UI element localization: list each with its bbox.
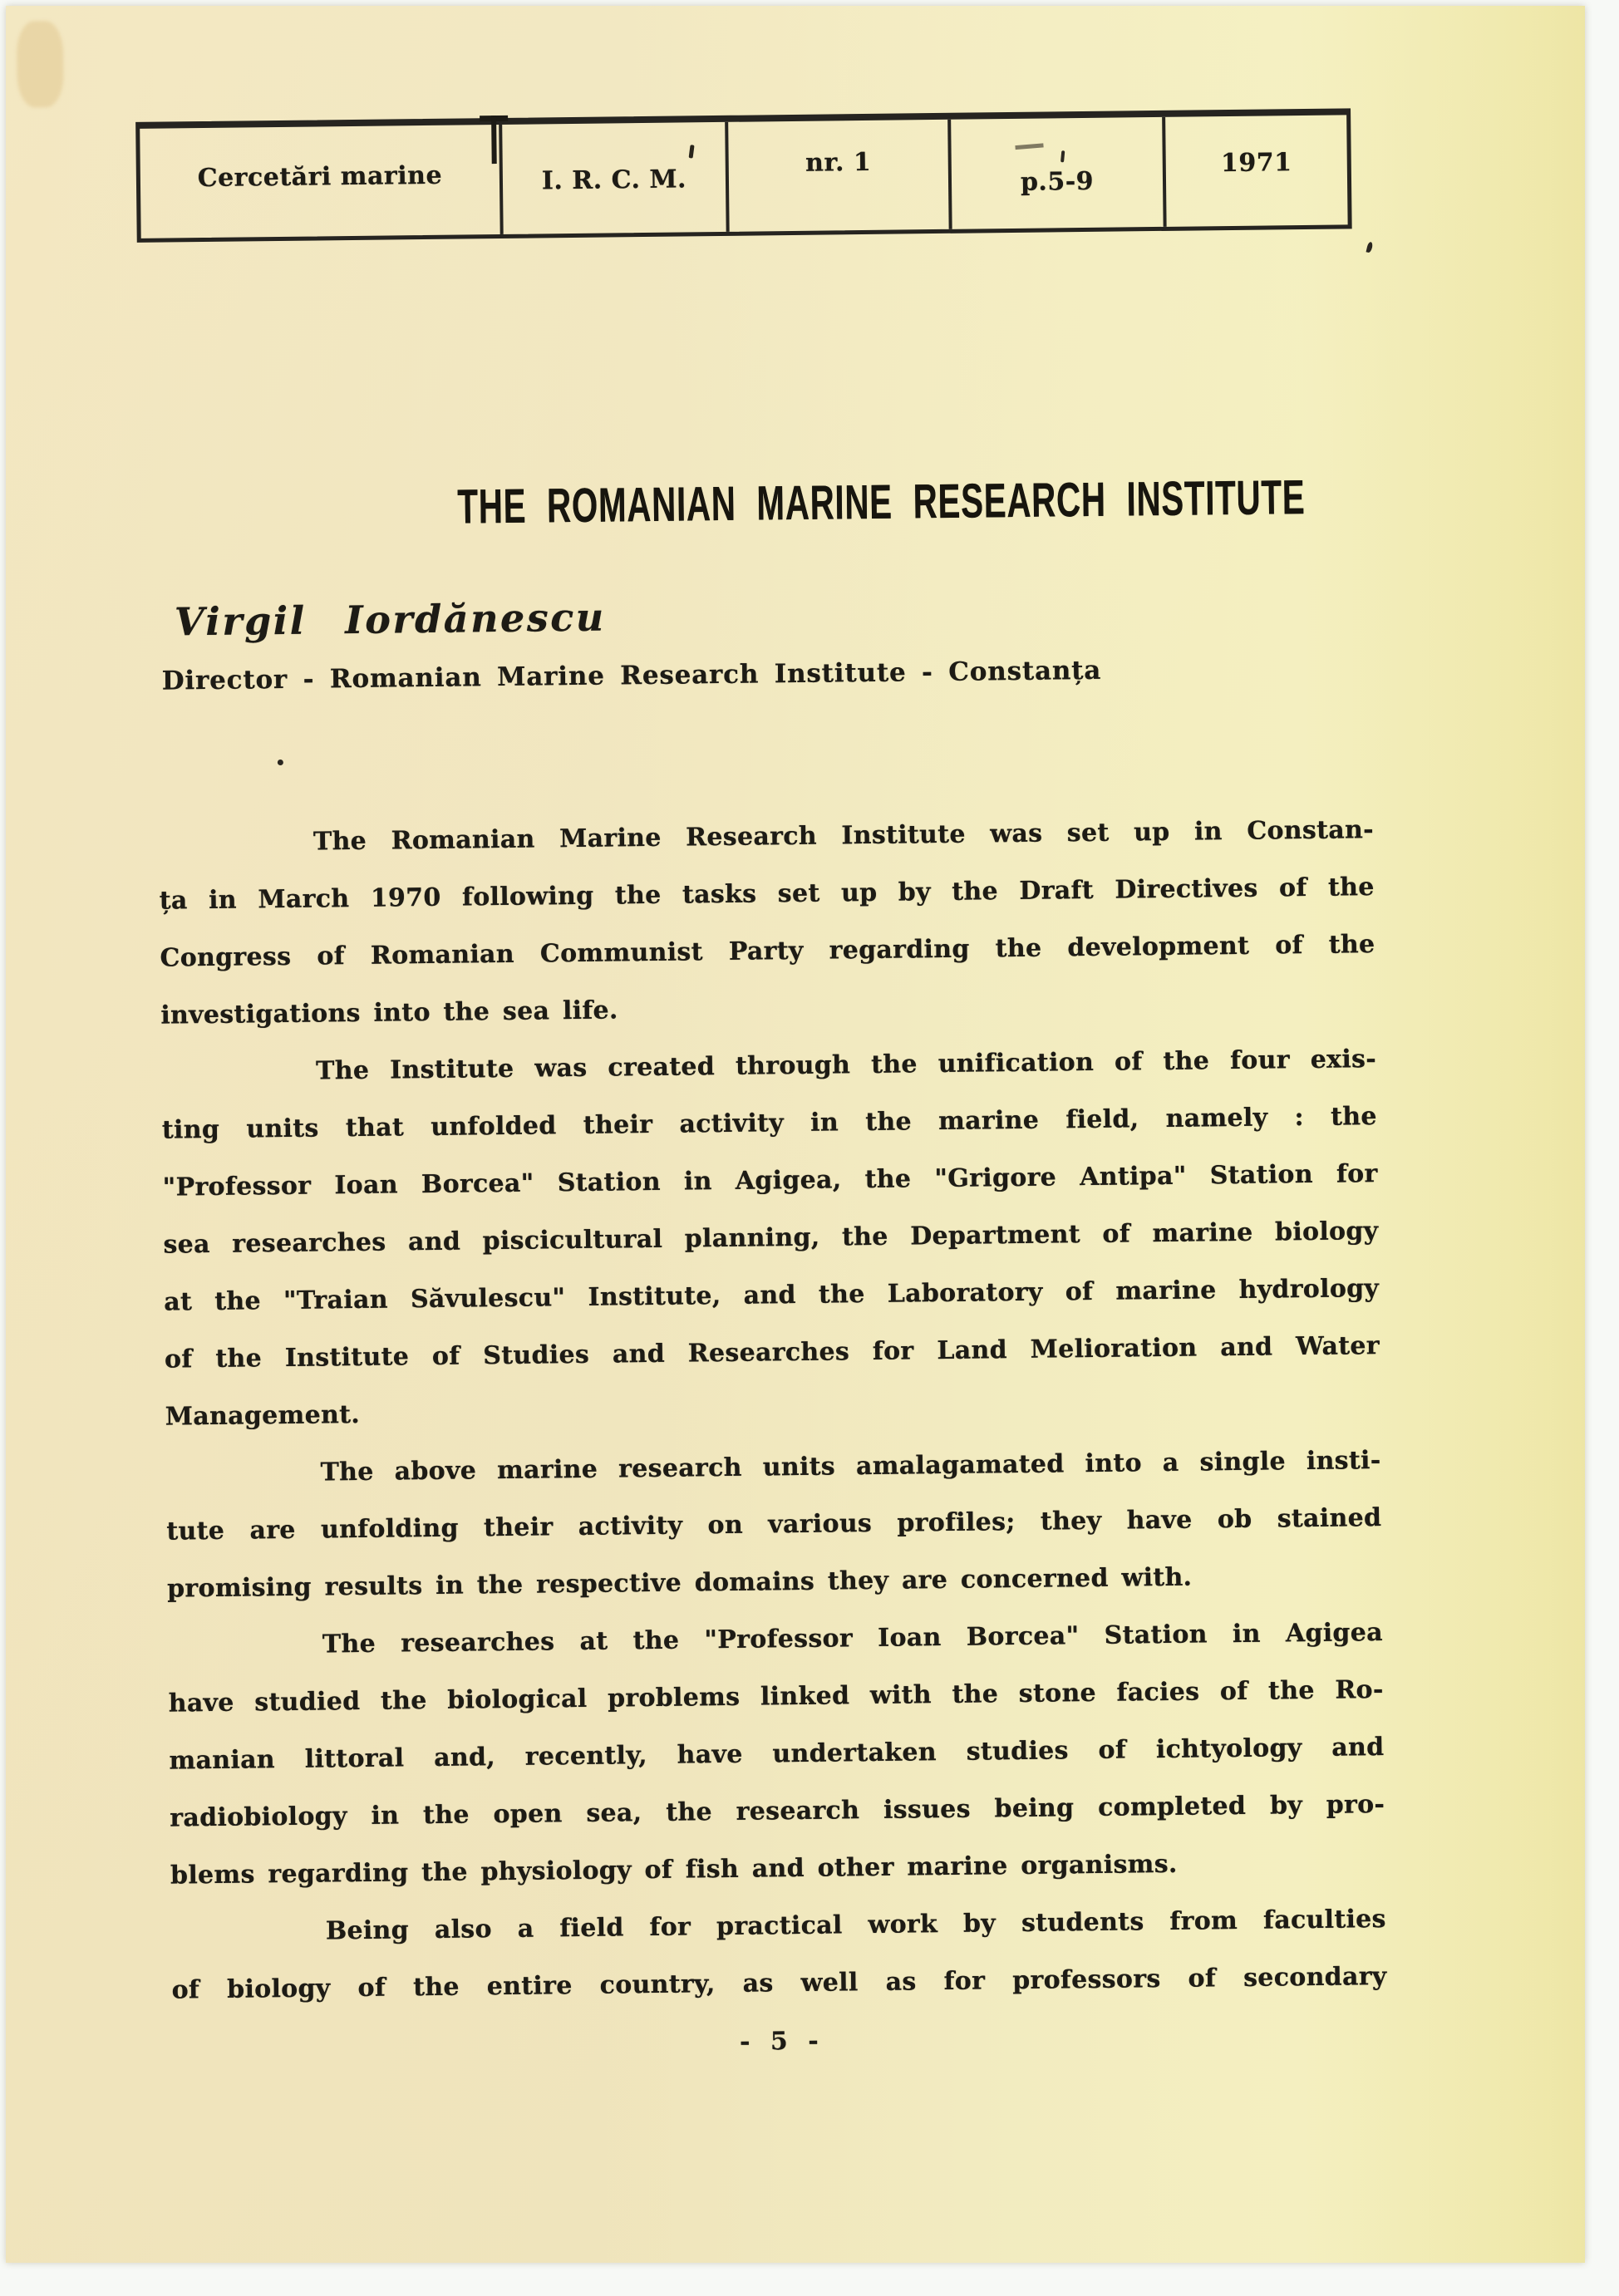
- text-line: of biology of the entire country, as well as for professors of secondary: [171, 1961, 1387, 2005]
- institute-abbreviation: I. R. C. M.: [541, 164, 687, 195]
- publication-year: 1971: [1220, 147, 1292, 178]
- table-cell-pages: [951, 117, 1166, 229]
- journal-name: Cercetări marine: [197, 160, 443, 193]
- text-line: manian littoral and, recently, have undertaken studies of ichtyology and: [169, 1733, 1385, 1776]
- page-range: p.5-9: [1020, 166, 1095, 197]
- table-cell-issue: [728, 120, 952, 232]
- text-line: ting units that unfolded their activity in the marine field, namely : the: [161, 1102, 1378, 1145]
- reference-table: [135, 108, 1352, 243]
- text-line: Being also a field for practical work by students from faculties: [325, 1904, 1386, 1946]
- text-line: The Romanian Marine Research Institute was set up in Constan-: [312, 815, 1375, 857]
- text-line: The researches at the "Professor Ioan Borcea" Station in Agigea: [322, 1618, 1384, 1659]
- text-line: of the Institute of Studies and Researches for Land Melioration and Water: [164, 1331, 1380, 1374]
- text-line: at the "Traian Săvulescu" Institute, and the Laboratory of marine hydrology: [164, 1274, 1380, 1317]
- author-affiliation: Director - Romanian Marine Research Institute - Constanța: [161, 655, 1102, 696]
- body-text: [159, 801, 1387, 2018]
- text-line: The Institute was created through the unification of the four exis-: [315, 1045, 1377, 1086]
- scan-artifact-tick: [491, 116, 497, 164]
- text-line: Management.: [165, 1399, 361, 1432]
- text-line: promising results in the respective domains they are concerned with.: [166, 1562, 1193, 1604]
- text-line: have studied the biological problems linked with the stone facies of the Ro-: [168, 1675, 1384, 1718]
- author-name: Virgil Iordănescu: [174, 594, 606, 645]
- text-line: sea researches and piscicultural planning, the Department of marine biology: [163, 1217, 1379, 1260]
- text-line: Congress of Romanian Communist Party regarding the development of the: [160, 930, 1375, 973]
- text-line: tute are unfolding their activity on various profiles; they have ob stained: [166, 1503, 1382, 1546]
- scan-artifact-smudge: [17, 21, 64, 108]
- table-cell-year: [1165, 115, 1347, 226]
- scan-artifact-mark: [278, 760, 283, 765]
- text-line: investigations into the sea life.: [160, 996, 618, 1030]
- scanned-page: [6, 6, 1585, 2263]
- text-line: ța in March 1970 following the tasks set up by the Draft Directives of the: [159, 873, 1375, 916]
- text-line: radiobiology in the open sea, the research issues being completed by pro-: [170, 1790, 1385, 1833]
- scan-artifact-mark: [1366, 242, 1374, 253]
- text-line: The above marine research units amalagamated into a single insti-: [320, 1446, 1381, 1487]
- table-cell-journal: [140, 125, 503, 238]
- text-line: blems regarding the physiology of fish and other marine organisms.: [170, 1849, 1178, 1890]
- issue-number: nr. 1: [805, 147, 872, 178]
- text-line: "Professor Ioan Borcea" Station in Agigea, the "Grigore Antipa" Station for: [162, 1159, 1378, 1202]
- article-title: THE ROMANIAN MARINE RESEARCH INSTITUTE: [457, 470, 1306, 534]
- table-cell-institute: [502, 122, 729, 234]
- page-number: - 5 -: [739, 2026, 820, 2057]
